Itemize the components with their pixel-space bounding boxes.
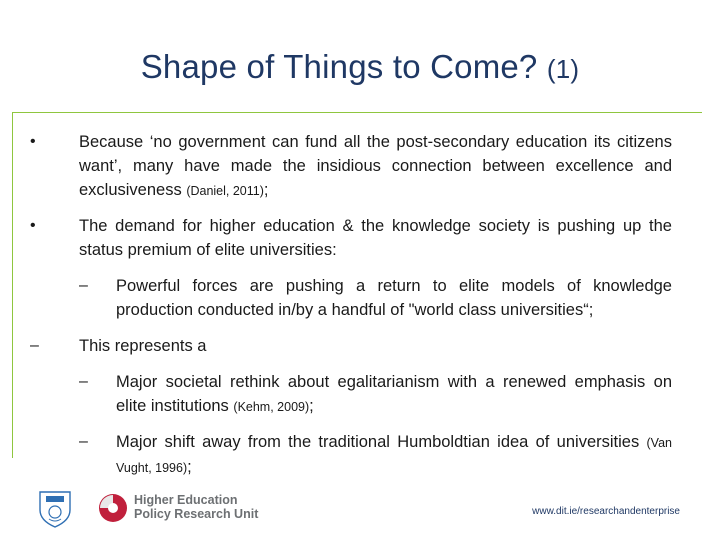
footer-url[interactable]: www.dit.ie/researchandenterprise (532, 506, 680, 517)
bullet-end: ; (309, 397, 314, 415)
sub-bullet-item (116, 430, 672, 480)
title-text: Shape of Things to Come? (140, 48, 538, 85)
bullet-text: Because ‘no government can fund all the post-secondary education its citizens want’, many have made the insidious connection between excellence and exclusiveness (79, 133, 672, 199)
bullet-text: Major societal rethink about egalitarianism with a renewed emphasis on elite institutions (116, 373, 672, 415)
bullet-end: ; (263, 181, 269, 199)
bullet-text: This represents a (79, 337, 207, 355)
bullet-marker: • (30, 217, 36, 234)
bullet-item (79, 130, 672, 203)
title-number: (1) (546, 54, 580, 84)
dash-marker: – (30, 337, 39, 354)
dash-marker: – (79, 433, 88, 450)
sub-bullet-item (116, 370, 672, 419)
dash-marker: – (79, 277, 88, 294)
citation: (Daniel, 2011) (186, 184, 264, 198)
bullet-text: Major shift away from the traditional Humboldtian idea of universities (116, 433, 640, 451)
left-accent-line (12, 113, 13, 458)
bullet-text: The demand for higher education & the knowledge society is pushing up the status premium of elite universities: (79, 217, 672, 259)
citation: (Kehm, 2009) (233, 400, 310, 414)
hepru-mark-icon (98, 493, 128, 523)
hepru-name (134, 493, 258, 521)
sub-bullet-item (116, 274, 672, 322)
bullet-marker: • (30, 133, 36, 150)
bullet-text: Powerful forces are pushing a return to elite models of knowledge production conducted in/by a handful of "world class universities“; (116, 277, 672, 319)
bullet-item (79, 214, 672, 262)
dit-crest-logo (37, 488, 73, 528)
citation: (Van Vught, 1996) (116, 436, 672, 475)
hepru-line-1: Higher Education (134, 493, 238, 507)
bullet-item (79, 334, 672, 358)
title-divider (12, 112, 702, 113)
dash-marker: – (79, 373, 88, 390)
slide-title (0, 48, 720, 86)
hepru-line-2: Policy Research Unit (134, 507, 259, 521)
bullet-end: ; (187, 458, 192, 476)
